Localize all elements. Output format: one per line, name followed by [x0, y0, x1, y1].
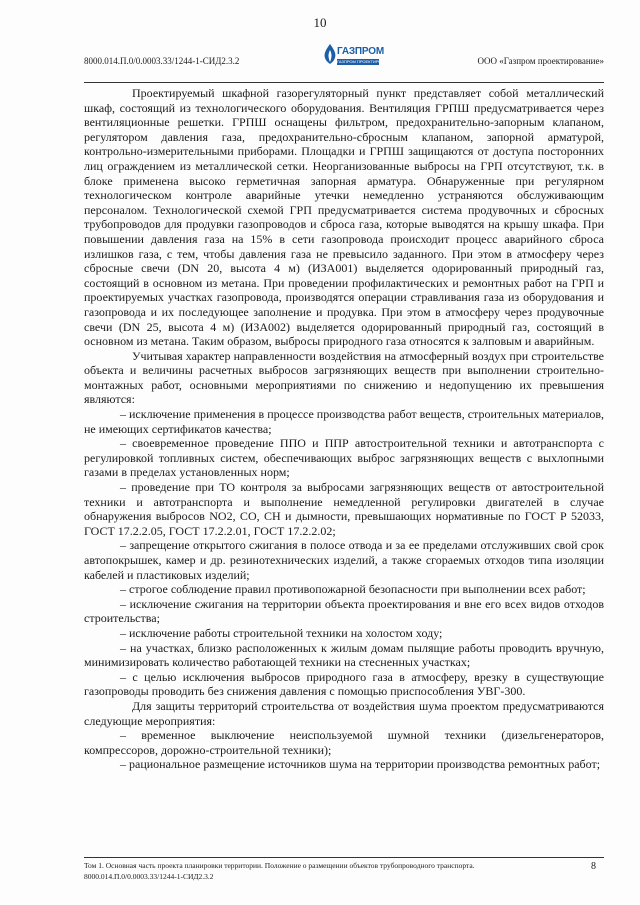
page-number: 10 [313, 15, 327, 30]
flame-icon [322, 43, 338, 65]
footer-document-code: 8000.014.П.0/0.0003.33/1244-1-СИД2.3.2 [84, 872, 214, 881]
list-item: – строгое соблюдение правил противопожарной безопасности при выполнении всех работ; [120, 582, 586, 597]
list-item: – своевременное проведение ППО и ППР автостроительной техники и автотранспорта с регулировкой топливных систем, обеспечивающих выброс загрязняющих веществ с выхлопными газами в пределах установленных норм; [84, 436, 604, 480]
list-item: – временное выключение неиспользуемой шумной техники (дизельгенераторов, компрессоров, дорожно-строительной техники); [84, 728, 604, 757]
list-item: – исключение сжигания на территории объекта проектирования и вне его всех видов отходов строительства; [84, 596, 604, 626]
footer-volume-title: Том 1. Основная часть проекта планировки территории. Положение о размещении объектов трубопроводного транспорта. [84, 861, 475, 870]
list-item: – запрещение открытого сжигания в полосе отвода и за ее пределами отслуживших свой срок автопокрышек, камер и др. резинотехнических изделий, а также сгораемых отходов типа изоляции кабелей и пластиковых изделий; [84, 538, 604, 582]
paragraph-emission-measures-intro: Учитывая характер направленности воздействия на атмосферный воздух при строительстве объекта и величины расчетных выбросов загрязняющих веществ при выполнении строительно-монтажных работ, основными мероприятиями по снижению и недопущению их превышения являются: [84, 348, 604, 407]
footer-divider [84, 857, 604, 858]
document-code: 8000.014.П.0/0.0003.33/1244-1-СИД2.3.2 [84, 56, 240, 66]
list-item: – исключение применения в процессе производства работ веществ, строительных материалов, не имеющих сертификатов качества; [84, 407, 604, 436]
document-body [84, 86, 604, 772]
list-item: – на участках, близко расположенных к жилым домам пылящие работы проводить вручную, минимизировать количество работающей техники на стесненных участках; [84, 640, 604, 670]
list-item: – проведение при ТО контроля за выбросами загрязняющих веществ от автостроительной техники и автотранспорта и выполнение немедленной регулировки двигателей в случае обнаружения выбросов NO2, CO, CH и дымности, превышающих нормативные по ГОСТ Р 52033, ГОСТ 17.2.2.05, ГОСТ 17.2.2.01, ГОСТ 17.2.2.02; [84, 480, 604, 538]
list-item: – рациональное размещение источников шума на территории производства ремонтных работ; [120, 757, 601, 772]
gazprom-logo [322, 42, 396, 78]
company-name: ООО «Газпром проектирование» [477, 56, 604, 66]
paragraph-grpsh-description: Проектируемый шкафной газорегуляторный пункт представляет собой металлический шкаф, состоящий из технологического оборудования. Вентиляция ГРПШ предусматривается через вентиляционные решетки. ГРПШ оснащены фильтром, предохранительно-запорным клапаном, регулятором давления газа, предохранительно-сбросным клапаном, запорной арматурой, контрольно-измерительными приборами. Площадки и ГРПШ защищаются от доступа посторонних лиц ограждением из металлической сетки. Неорганизованные выбросы на ГРП отсутствуют, т.к. в блоке применена высоко герметичная запорная арматура. Обнаруженные при регулярном технологическом контроле аварийные утечки немедленно устраняются обслуживающим персоналом. Технологической схемой ГРП предусматривается система продувочных и сбросных трубопроводов для продувки газопроводов и сброса газа, которые выводятся на крышу шкафа. При повышении давления газа на 15% в сети газопровода происходит процесс аварийного сброса излишков газа, с тем, чтобы давления газа не превысило заданного. При этом в атмосферу через сбросные свечи (DN 20, высота 4 м) (ИЗА001) выделяется одорированный природный газ, состоящий в основном из метана. При проведении профилактических и ремонтных работ на ГРП и проектируемых участках газопровода, производятся операции стравливания газа из оборудования и газопровода и их последующее заполнение и продувка. При этом в атмосферу через продувочные свечи (DN 25, высота 4 м) (ИЗА002) выделяется одорированный природный газ, состоящий в основном из метана. Таким образом, выбросы природного газа относятся к залповым и аварийным. [84, 86, 604, 349]
paragraph-noise-measures-intro: Для защиты территорий строительства от воздействия шума проектом предусматриваются следующие мероприятия: [84, 698, 604, 728]
page-header [84, 42, 604, 80]
list-item: – исключение работы строительной техники на холостом ходу; [120, 625, 443, 640]
logo-subtitle-bar: ГАЗПРОМ ПРОЕКТИРОВАНИЕ [337, 59, 396, 64]
header-divider [84, 82, 604, 83]
logo-wordmark: ГАЗПРОМ [337, 46, 384, 57]
footer-page-number: 8 [591, 861, 596, 872]
list-item: – с целью исключения выбросов природного газа в атмосферу, врезку в существующие газопроводы проводить без снижения давления с помощью приспособления УВГ-300. [84, 669, 604, 699]
